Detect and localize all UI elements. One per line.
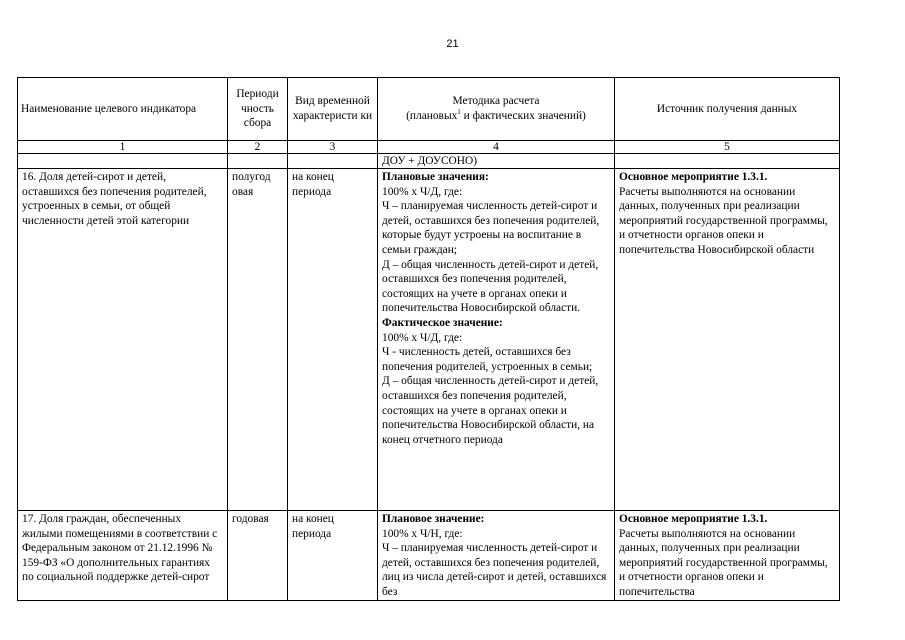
planned-heading: Плановое значение: [382, 513, 485, 525]
planned-heading: Плановые значения: [382, 171, 489, 183]
header-method-title: Методика расчета [452, 95, 540, 108]
indicator-name: 17. Доля граждан, обеспеченных жилыми помещениями в соответствии с Федеральным законом от 21.12.1996 № 159-ФЗ «О дополнительных гарантиях по социальной поддержке детей-сирот [18, 511, 228, 601]
header-source: Источник получения данных [615, 78, 840, 141]
calculation-method [378, 511, 615, 601]
source-heading: Основное мероприятие 1.3.1. [619, 171, 768, 183]
data-source [615, 169, 840, 511]
header-time-type: Вид временной характеристи ки [288, 78, 378, 141]
actual-denominator: Д – общая численность детей-сирот и детей, оставшихся без попечения родителей, состоящих на учете в органах опеки и попечительства Новосибирской области, на конец отчетного периода [382, 375, 599, 446]
source-heading: Основное мероприятие 1.3.1. [619, 513, 768, 525]
column-number: 5 [615, 141, 840, 154]
empty-cell [288, 154, 378, 169]
header-method-sub [406, 110, 586, 122]
column-number: 4 [378, 141, 615, 154]
continuation-row [18, 154, 840, 169]
data-source [615, 511, 840, 601]
actual-formula: 100% х Ч/Д, где: [382, 331, 463, 344]
column-number: 1 [18, 141, 228, 154]
indicator-name: 16. Доля детей-сирот и детей, оставшихся без попечения родителей, устроенных в семьи, от общей численности детей этой категории [18, 169, 228, 511]
header-method-planned: (плановых [406, 110, 458, 122]
planned-numerator: Ч – планируемая численность детей-сирот и детей, оставшихся без попечения родителей, лиц из числа детей-сирот и детей, оставшихся без [382, 542, 607, 598]
header-row [18, 78, 840, 141]
header-method-actual: и фактических значений) [460, 110, 586, 122]
periodicity: годовая [228, 511, 288, 601]
planned-denominator: Д – общая численность детей-сирот и детей, оставшихся без попечения родителей, состоящих на учете в органах опеки и попечительства Новосибирской области. [382, 258, 599, 315]
periodicity: полугод овая [228, 169, 288, 511]
calculation-method [378, 169, 615, 511]
indicators-table [17, 77, 840, 601]
source-text: Расчеты выполняются на основании данных, полученных при реализации мероприятий государственной программы, и отчетности органов опеки и попечительства [619, 527, 828, 598]
header-indicator-name: Наименование целевого индикатора [18, 78, 228, 141]
column-number: 3 [288, 141, 378, 154]
empty-cell [228, 154, 288, 169]
empty-cell [18, 154, 228, 169]
empty-cell [615, 154, 840, 169]
actual-heading: Фактическое значение: [382, 316, 503, 329]
column-numbers-row [18, 141, 840, 154]
actual-numerator: Ч - численность детей, оставшихся без попечения родителей, устроенных в семьи; [382, 346, 593, 373]
time-type: на конец периода [288, 169, 378, 511]
continuation-method: ДОУ + ДОУСОНО) [378, 154, 615, 169]
planned-formula: 100% х Ч/Д, где: [382, 185, 463, 198]
source-text: Расчеты выполняются на основании данных, полученных при реализации мероприятий государственной программы, и отчетности органов опеки и попечительства Новосибирской области [619, 185, 828, 256]
footnote-mark: 1 [457, 108, 461, 117]
column-number: 2 [228, 141, 288, 154]
table-row [18, 511, 840, 601]
planned-numerator: Ч – планируемая численность детей-сирот и детей, оставшихся без попечения родителей, которые будут устроены на воспитание в семьи граждан; [382, 200, 600, 256]
table-row [18, 169, 840, 511]
header-periodicity: Периоди чность сбора [228, 78, 288, 141]
planned-formula: 100% х Ч/Н, где: [382, 527, 463, 540]
page-number: 21 [446, 38, 459, 50]
time-type: на конец периода [288, 511, 378, 601]
header-method [378, 78, 615, 141]
